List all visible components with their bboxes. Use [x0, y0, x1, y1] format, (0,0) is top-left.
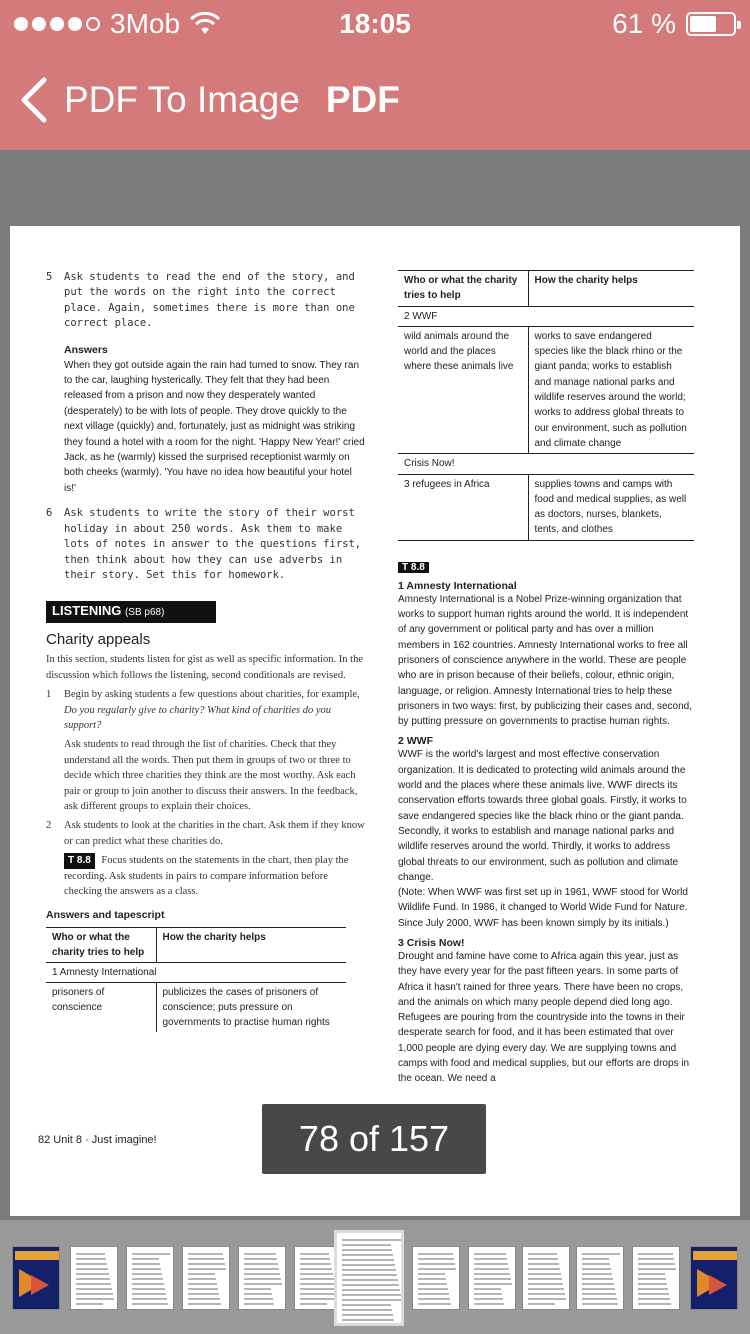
thumbnail-text-line — [582, 1283, 614, 1285]
table-header: How the charity helps — [156, 928, 346, 963]
thumbnail-text-line — [300, 1258, 330, 1260]
battery-tip — [737, 21, 741, 29]
answers-body: When they got outside again the rain had turned to snow. They ran to the car, laughing hysterically. They felt that they had been released from a prison and now they desperately wanted (desperately) to be with lots of people. They drove quickly to the next village (quickly) and, fortunately, just as midnight was striking they found a hotel with a room for the night. 'Happy New Year!' cried Jack, as he (warmly) kissed the surprised receptionist warmly on both cheeks (warmly). 'You have no idea how beautiful your hotel is!' — [64, 359, 365, 494]
thumbnail-text-line — [418, 1253, 453, 1255]
thumbnail-text-line — [76, 1258, 106, 1260]
thumbnail-text-line — [638, 1293, 669, 1295]
thumbnail-text-line — [188, 1278, 216, 1280]
thumbnail-text-line — [244, 1293, 272, 1295]
amnesty-heading: 1 Amnesty International — [398, 579, 517, 592]
thumbnail-text-line — [342, 1289, 400, 1291]
thumbnail-text-line — [638, 1283, 667, 1285]
table-row — [398, 474, 694, 540]
thumbnail-text-line — [528, 1298, 566, 1300]
step-2 — [46, 818, 366, 849]
question-number: 6 — [46, 507, 53, 520]
thumbnail-text-line — [528, 1303, 555, 1305]
thumbnail-text-line — [188, 1268, 226, 1270]
thumbnail-text-line — [300, 1273, 333, 1275]
carrier-name: 3Mob — [110, 8, 181, 39]
thumbnail[interactable] — [468, 1246, 516, 1310]
thumbnail-text-line — [528, 1258, 558, 1260]
charity-table — [398, 270, 694, 541]
thumbnail-text-line — [528, 1288, 564, 1290]
thumbnail-text-line — [528, 1278, 562, 1280]
thumbnail-text-line — [528, 1263, 559, 1265]
thumbnail-text-line — [582, 1258, 609, 1260]
table-cell: Crisis Now! — [398, 454, 694, 474]
page-left-column — [46, 270, 366, 1032]
page-right-column — [398, 270, 696, 1087]
thumbnail-text-line — [418, 1268, 456, 1270]
step-italic: Do you regularly give to charity? What kind of charities do you support? — [64, 704, 332, 731]
table-row — [46, 983, 346, 1033]
thumbnail-current[interactable] — [334, 1230, 404, 1326]
thumbnail-text-line — [188, 1298, 220, 1300]
question-number: 5 — [46, 271, 53, 283]
thumbnail[interactable] — [12, 1246, 60, 1310]
thumbnail-text-line — [300, 1278, 334, 1280]
thumbnail[interactable] — [126, 1246, 174, 1310]
nav-title: PDF — [325, 79, 400, 120]
thumbnail-text-line — [638, 1263, 675, 1265]
thumbnail-text-line — [132, 1258, 159, 1260]
thumbnail-text-line — [188, 1303, 221, 1305]
thumbnail-text-line — [582, 1253, 620, 1255]
thumbnail-text-line — [474, 1288, 501, 1290]
thumbnail-text-line — [244, 1303, 274, 1305]
thumbnail-text-line — [342, 1249, 392, 1251]
step-number: 1 — [46, 689, 52, 701]
thumbnail-text-line — [300, 1268, 332, 1270]
question-5 — [46, 270, 366, 332]
wwf-body: WWF is the world's largest and most effective conservation organization. It is dedicated to protecting wild animals around the world and the places where these animals live. WWF directs its conservation efforts towards three global goals. Firstly, it works to save endangered species like the black rhino or the giant panda. Secondly, it works to establish and manage national parks and wildlife reserves around the world. Thirdly, it works to address global threats to our environment, such as pollution and climate change. — [398, 749, 687, 883]
thumbnail[interactable] — [182, 1246, 230, 1310]
thumbnail-text-line — [582, 1303, 618, 1305]
thumbnail-text-line — [132, 1278, 163, 1280]
thumbnail-text-line — [528, 1283, 563, 1285]
thumbnail-text-line — [188, 1263, 225, 1265]
track-badge: T 8.8 — [64, 853, 95, 868]
thumbnail-text-line — [342, 1274, 397, 1276]
thumbnail[interactable] — [632, 1246, 680, 1310]
thumbnail-text-line — [132, 1253, 170, 1255]
step-number: 2 — [46, 820, 52, 832]
table-cell: works to save endangered species like the black rhino or the giant panda; works to establish and manage national parks and wildlife reserves around the world; works to address global threats to our environment, such as pollution and climate change — [528, 326, 694, 453]
thumbnail-text-line — [188, 1253, 223, 1255]
question-text: Ask students to write the story of their worst holiday in about 250 words. Ask them to make lots of notes in answer to the questions first, then think about how they can use adverbs in their story. Set this for homework. — [64, 507, 362, 581]
thumbnail-text-line — [244, 1288, 271, 1290]
question-text: Ask students to read the end of the story, and put the words on the right into the correct place. Again, sometimes there is more than one correct place. — [64, 271, 355, 330]
thumbnail-text-line — [76, 1298, 114, 1300]
nav-bar — [0, 60, 750, 140]
thumbnail-cover-art — [31, 1275, 49, 1295]
thumbnail-text-line — [244, 1278, 281, 1280]
thumbnail-text-line — [300, 1253, 329, 1255]
track-badge-wrap — [398, 555, 696, 574]
thumbnail-text-line — [528, 1253, 557, 1255]
thumbnail-text-line — [342, 1239, 402, 1241]
thumbnail-text-line — [342, 1259, 394, 1261]
table-header: How the charity helps — [528, 271, 694, 307]
table-cell: publicizes the cases of prisoners of conscience; puts pressure on governments to practise human rights — [156, 983, 346, 1033]
thumbnail-text-line — [474, 1273, 510, 1275]
thumbnail-text-line — [418, 1278, 446, 1280]
thumbnail-text-line — [300, 1303, 327, 1305]
answers-table — [46, 927, 346, 1032]
thumbnail-strip[interactable] — [0, 1220, 750, 1334]
thumbnail-text-line — [76, 1288, 112, 1290]
step-2b — [46, 853, 366, 899]
thumbnail-text-line — [76, 1293, 113, 1295]
thumbnail-text-line — [188, 1288, 218, 1290]
step-1 — [46, 687, 366, 733]
table-cell: 1 Amnesty International — [46, 963, 346, 983]
thumbnail-text-line — [582, 1298, 617, 1300]
thumbnail-text-line — [342, 1284, 399, 1286]
thumbnail[interactable] — [690, 1246, 738, 1310]
thumbnail-text-line — [342, 1254, 393, 1256]
thumbnail-text-line — [418, 1288, 448, 1290]
thumbnail-text-line — [418, 1293, 449, 1295]
thumbnail-text-line — [244, 1263, 278, 1265]
thumbnail-text-line — [474, 1253, 506, 1255]
step-text: Ask students to look at the charities in the chart. Ask them if they know or can predict what these charities do. — [64, 820, 365, 847]
thumbnail-text-line — [582, 1273, 612, 1275]
step-text: Begin by asking students a few questions about charities, for example, — [64, 689, 360, 701]
back-label: PDF To Image — [64, 79, 300, 120]
thumbnail-text-line — [582, 1293, 616, 1295]
wwf-heading: 2 WWF — [398, 735, 433, 748]
thumbnail-text-line — [76, 1303, 103, 1305]
thumbnail-text-line — [638, 1298, 670, 1300]
thumbnail-text-line — [76, 1283, 111, 1285]
thumbnail-text-line — [300, 1298, 338, 1300]
thumbnail-text-line — [638, 1268, 676, 1270]
status-time: 18:05 — [339, 8, 411, 39]
listening-label: LISTENING — [52, 603, 122, 619]
thumbnail-text-line — [528, 1273, 561, 1275]
thumbnail-text-line — [300, 1293, 337, 1295]
question-6 — [46, 506, 366, 583]
thumbnail-text-line — [638, 1258, 674, 1260]
thumbnail-text-line — [582, 1278, 613, 1280]
thumbnail-text-line — [638, 1288, 668, 1290]
thumbnail-text-line — [342, 1244, 391, 1246]
thumbnail-text-line — [188, 1258, 224, 1260]
thumbnail-text-line — [300, 1263, 331, 1265]
thumbnail-cover-art — [15, 1251, 59, 1260]
thumbnail-text-line — [244, 1283, 282, 1285]
track-badge: T 8.8 — [398, 562, 429, 573]
thumbnail-text-line — [342, 1269, 396, 1271]
thumbnail-text-line — [474, 1303, 504, 1305]
thumbnail[interactable] — [412, 1246, 460, 1310]
crisis-heading: 3 Crisis Now! — [398, 936, 465, 949]
thumbnail-text-line — [582, 1288, 615, 1290]
thumbnail[interactable] — [238, 1246, 286, 1310]
thumbnail-text-line — [418, 1303, 451, 1305]
table-header-row — [46, 928, 346, 963]
thumbnail-text-line — [76, 1273, 109, 1275]
status-bar — [0, 0, 750, 48]
intro-paragraph: In this section, students listen for gist as well as specific information. In the discussion which follows the listening, second conditionals are revised. — [46, 654, 363, 681]
pdf-page[interactable] — [10, 226, 740, 1216]
thumbnail-text-line — [76, 1268, 108, 1270]
thumbnail-text-line — [418, 1298, 450, 1300]
table-cell: wild animals around the world and the places where these animals live — [398, 326, 528, 453]
status-right — [612, 8, 736, 40]
thumbnail-text-line — [132, 1273, 162, 1275]
thumbnail-text-line — [188, 1293, 219, 1295]
thumbnail-text-line — [342, 1319, 394, 1321]
table-header: Who or what the charity tries to help — [46, 928, 156, 963]
thumbnail-text-line — [132, 1293, 166, 1295]
listening-ref: (SB p68) — [124, 607, 165, 619]
thumbnail-text-line — [474, 1293, 502, 1295]
thumbnail-text-line — [582, 1263, 610, 1265]
crisis-body: Drought and famine have come to Africa again this year, just as they have every year for the past fifteen years. In some parts of Africa it hasn't rained for three years. There have been no crops, and the animals on which many people depend died long ago. Refugees are pouring from the countryside into the towns in their desperate search for food, and it has been estimated that over 1,000 people are dying every day. We are supplying towns and camps with food and medical supplies, but our efforts are drops in the ocean. We need a — [398, 950, 690, 1085]
thumbnail-text-line — [418, 1258, 454, 1260]
thumbnail-text-line — [76, 1253, 105, 1255]
page-footer: 82 Unit 8 · Just imagine! — [38, 1134, 157, 1146]
thumbnail-text-line — [188, 1283, 217, 1285]
table-row — [398, 306, 694, 326]
thumbnail-text-line — [132, 1268, 161, 1270]
thumbnail-text-line — [418, 1283, 447, 1285]
thumbnail-text-line — [76, 1263, 107, 1265]
thumbnail-text-line — [418, 1273, 445, 1275]
thumbnail-cover-art — [709, 1275, 727, 1295]
thumbnail-text-line — [638, 1273, 665, 1275]
thumbnail-text-line — [244, 1273, 280, 1275]
thumbnail-text-line — [342, 1299, 402, 1301]
thumbnail-text-line — [474, 1283, 512, 1285]
table-cell: 2 WWF — [398, 306, 694, 326]
wwf-note: (Note: When WWF was first set up in 1961, WWF stood for World Wildlife Fund. In 1986, it changed to World Wide Fund for Nature. Since July 2000, WWF has been known simply by its initials.) — [398, 887, 688, 929]
header — [0, 0, 750, 150]
section-title: Charity appeals — [46, 631, 151, 649]
thumbnail-text-line — [418, 1263, 455, 1265]
thumbnail-text-line — [474, 1278, 511, 1280]
table-row — [398, 326, 694, 453]
thumbnail[interactable] — [576, 1246, 624, 1310]
table-cell: 3 refugees in Africa — [398, 474, 528, 540]
table-row — [46, 963, 346, 983]
table-header: Who or what the charity tries to help — [398, 271, 528, 307]
thumbnail-text-line — [638, 1278, 666, 1280]
thumbnail-text-line — [244, 1258, 277, 1260]
thumbnail-text-line — [132, 1263, 160, 1265]
thumbnail-text-line — [474, 1298, 503, 1300]
thumbnail-text-line — [244, 1268, 279, 1270]
chevron-left-icon — [18, 77, 48, 123]
thumbnail-text-line — [342, 1279, 398, 1281]
thumbnail-text-line — [528, 1293, 565, 1295]
table-header-row — [398, 271, 694, 307]
step-2b-text: Focus students on the statements in the chart, then play the recording. Ask students in pairs to compare information before checking the answers as a class. — [64, 855, 349, 897]
tapescript-heading: Answers and tapescript — [46, 909, 165, 922]
thumbnail-text-line — [300, 1283, 335, 1285]
answers-heading: Answers — [64, 343, 108, 356]
thumbnail-text-line — [188, 1273, 215, 1275]
thumbnail-text-line — [132, 1288, 165, 1290]
thumbnail-text-line — [76, 1278, 110, 1280]
thumbnail-text-line — [474, 1268, 509, 1270]
amnesty-body: Amnesty International is a Nobel Prize-winning organization that works to support human rights around the world. It is independent of any government or political party and has over a million members in 162 countries. Amnesty International works to free all prisoners of conscience anywhere in the world. These are people who are in prison because of their beliefs, colour, ethnic origin, language, or religion. Amnesty International tries to help these prisoners in two ways: first, by publicizing their cases and, second, by putting pressure on governments to practise human rights. — [398, 593, 693, 728]
thumbnail-text-line — [132, 1298, 167, 1300]
step-1b: Ask students to read through the list of charities. Check that they understand all the words. Then put them in groups of two or three to decide which three charities they think are the most worthy. Ask each pair or group to join another to discuss their answers. In the feedback, ask different groups to explain their choices. — [64, 739, 358, 812]
battery-icon — [686, 12, 736, 36]
thumbnail-text-line — [342, 1309, 392, 1311]
thumbnail-text-line — [582, 1268, 611, 1270]
thumbnail-text-line — [342, 1264, 395, 1266]
thumbnail-text-line — [244, 1298, 273, 1300]
thumbnail-text-line — [300, 1288, 336, 1290]
thumbnail-text-line — [474, 1263, 508, 1265]
thumbnail[interactable] — [522, 1246, 570, 1310]
thumbnail-text-line — [638, 1303, 671, 1305]
thumbnail-text-line — [528, 1268, 560, 1270]
thumbnail-cover-art — [693, 1251, 737, 1260]
thumbnail-text-line — [474, 1258, 507, 1260]
back-button[interactable] — [0, 60, 300, 140]
thumbnail-text-line — [342, 1314, 393, 1316]
thumbnail-text-line — [342, 1304, 391, 1306]
table-cell: supplies towns and camps with food and medical supplies, as well as doctors, nurses, blankets, tents, and clothes — [528, 474, 694, 540]
page-counter: 78 of 157 — [262, 1104, 486, 1174]
thumbnail[interactable] — [70, 1246, 118, 1310]
listening-banner — [46, 601, 216, 623]
thumbnail-text-line — [342, 1294, 401, 1296]
thumbnail-text-line — [132, 1283, 164, 1285]
thumbnail-text-line — [132, 1303, 168, 1305]
table-row — [398, 454, 694, 474]
battery-fill — [690, 16, 716, 32]
battery-percentage: 61 % — [612, 8, 676, 39]
thumbnail-text-line — [244, 1253, 276, 1255]
thumbnail-text-line — [638, 1253, 673, 1255]
table-cell: prisoners of conscience — [46, 983, 156, 1033]
